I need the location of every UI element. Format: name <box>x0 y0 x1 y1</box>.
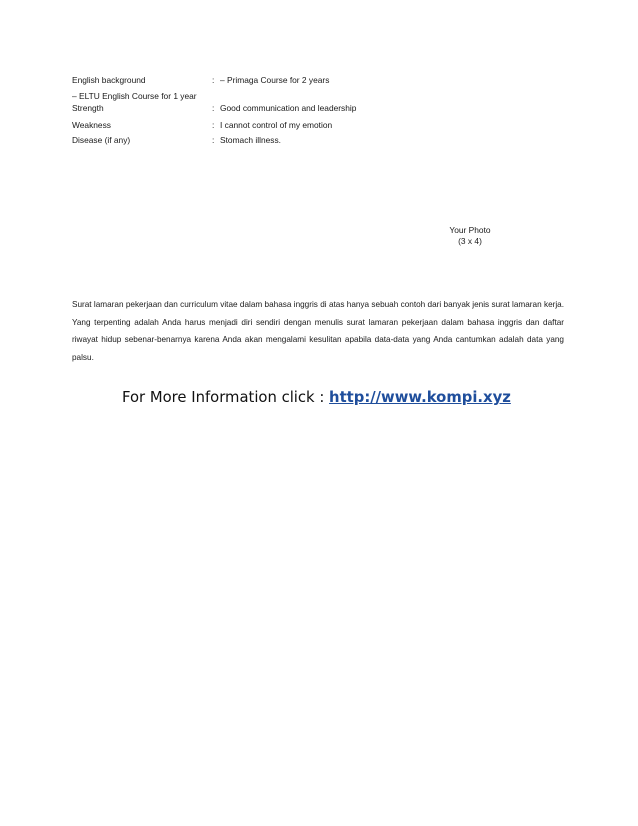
detail-colon: : <box>212 75 215 85</box>
more-info-line <box>122 389 511 406</box>
photo-placeholder <box>440 225 500 247</box>
detail-colon: : <box>212 120 215 130</box>
photo-label: Your Photo <box>449 225 491 235</box>
detail-value: – Primaga Course for 2 years <box>220 75 330 85</box>
more-info-prefix: For More Information click : <box>122 389 325 406</box>
closing-paragraph: Surat lamaran pekerjaan dan curriculum vitae dalam bahasa inggris di atas hanya sebuah contoh dari banyak jenis surat lamaran kerja. Yang terpenting adalah Anda harus menjadi diri sendiri dengan menulis surat lamaran pekerjaan dalam bahasa inggris dan daftar riwayat hidup sebenar-benarnya karena Anda akan mengalami kesulitan apabila data-data yang Anda cantumkan adalah data yang palsu. <box>72 300 564 362</box>
detail-colon: : <box>212 135 215 145</box>
detail-label: English background <box>72 75 146 85</box>
photo-size: (3 x 4) <box>458 236 482 246</box>
detail-value: I cannot control of my emotion <box>220 120 333 130</box>
detail-colon: : <box>212 103 215 113</box>
kompi-link[interactable]: http://www.kompi.xyz <box>329 389 511 406</box>
detail-label: Disease (if any) <box>72 135 131 145</box>
detail-value: Stomach illness. <box>220 135 281 145</box>
detail-label: Strength <box>72 103 104 113</box>
detail-value: Good communication and leadership <box>220 103 357 113</box>
detail-label: Weakness <box>72 120 111 130</box>
detail-label: – ELTU English Course for 1 year <box>72 91 197 101</box>
